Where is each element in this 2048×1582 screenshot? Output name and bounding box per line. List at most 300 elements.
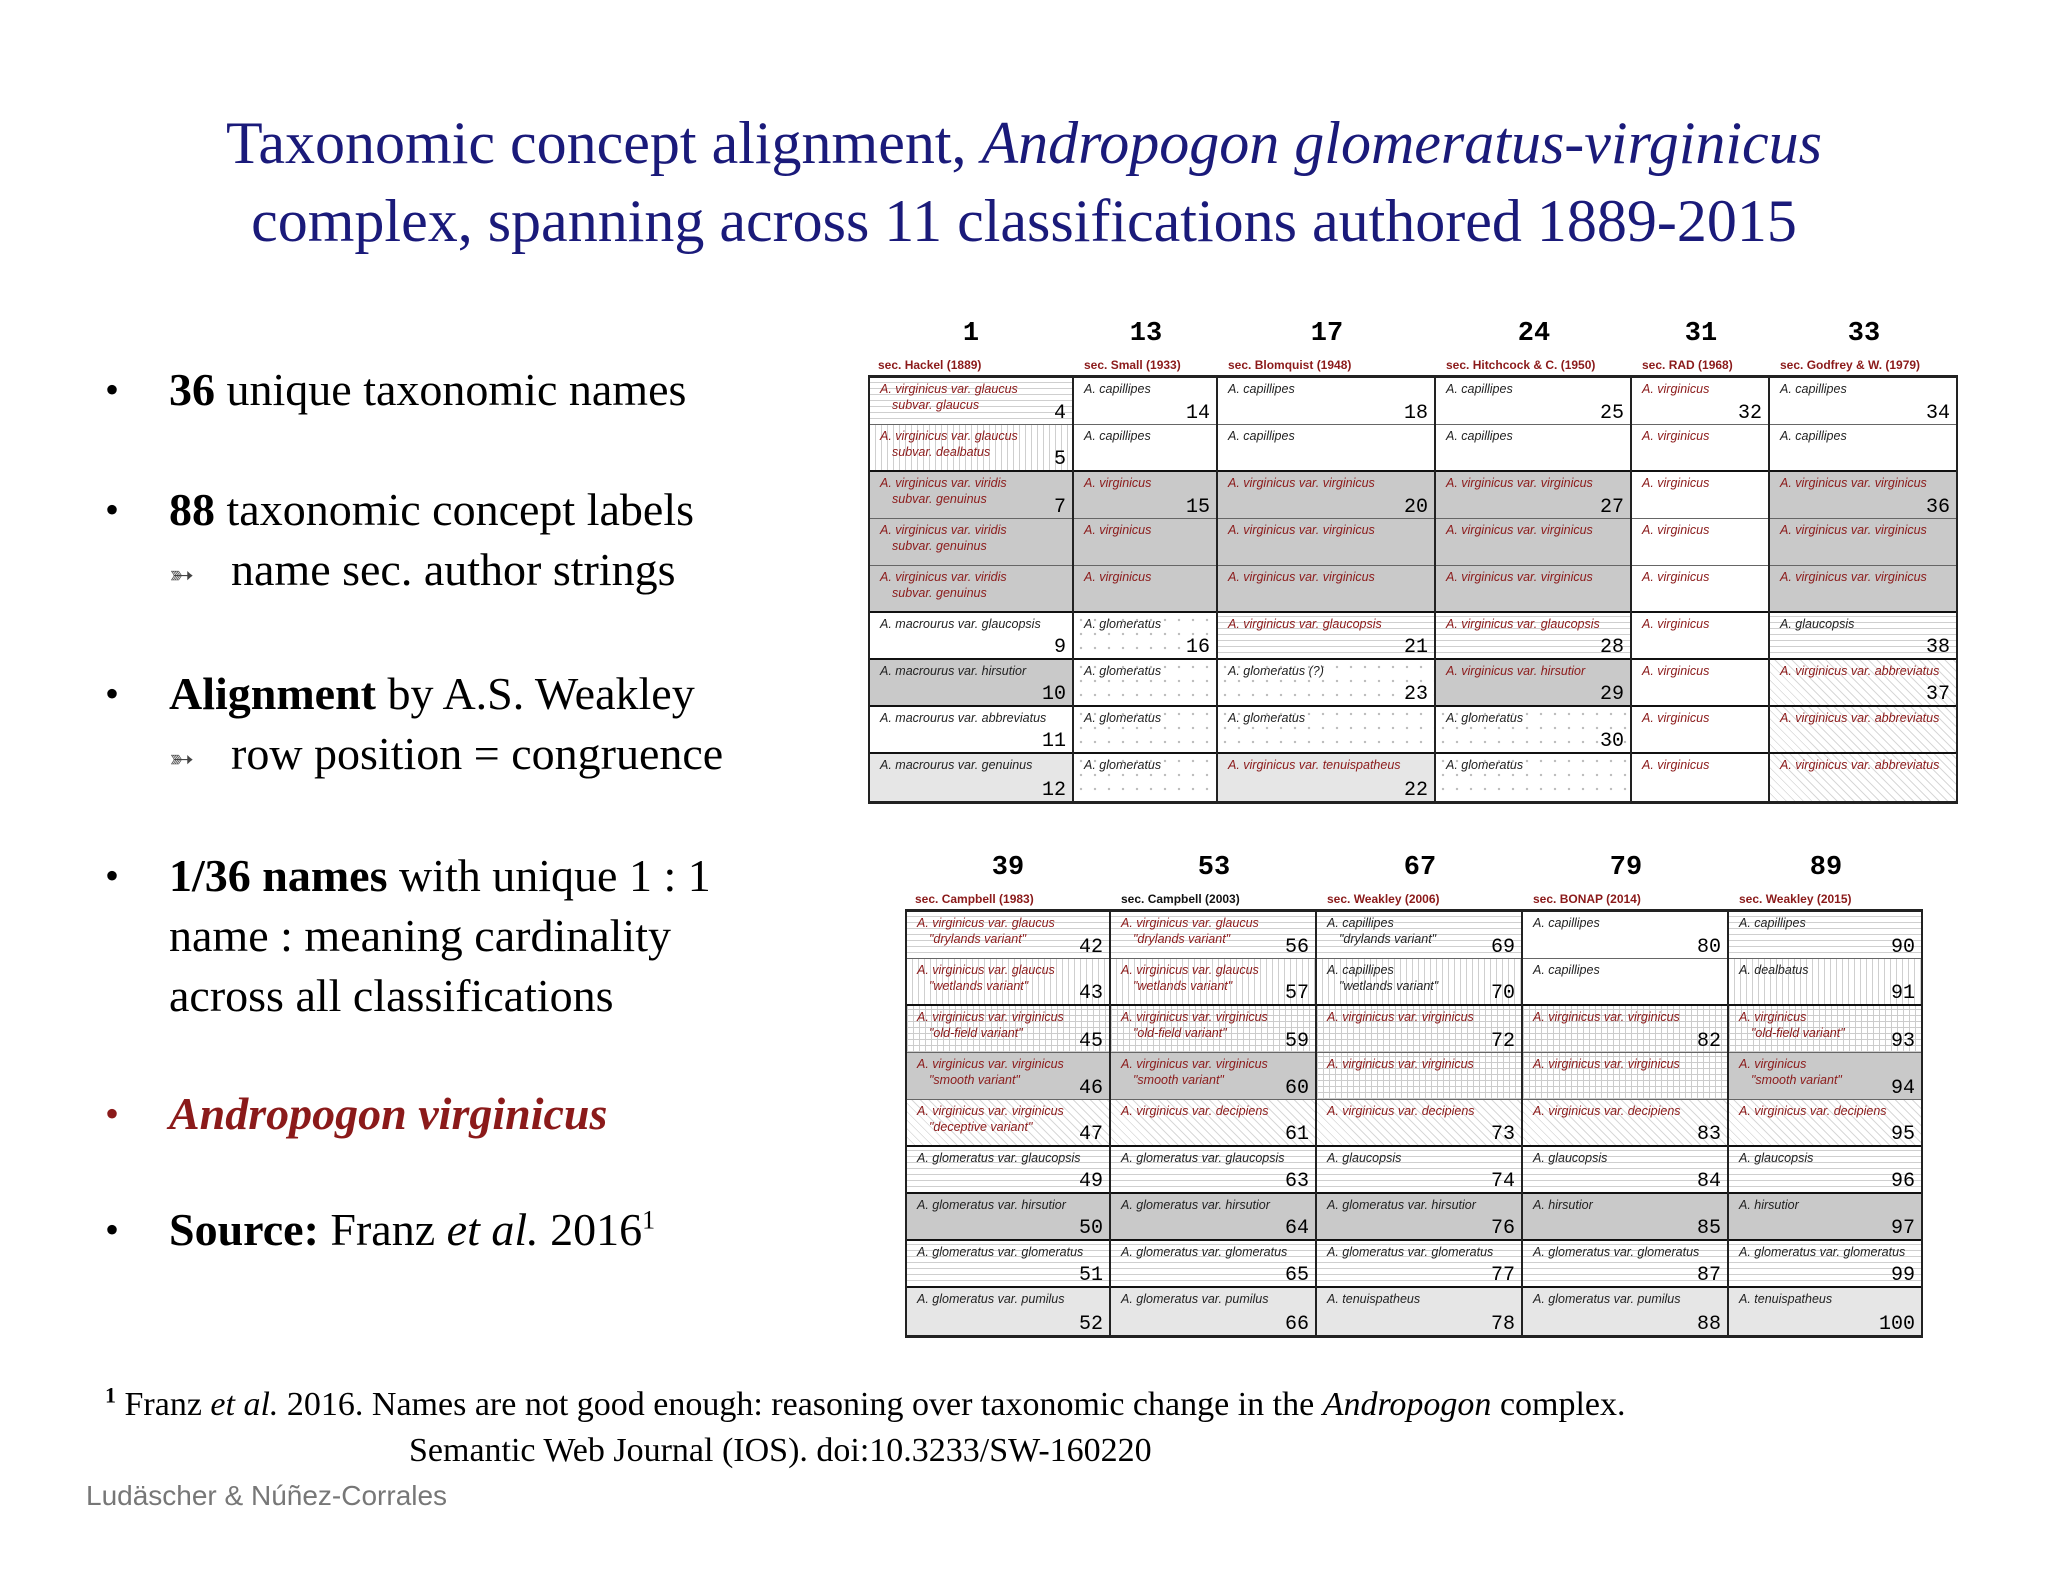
- slide-title: [0, 104, 2048, 260]
- concept-cell: [1523, 1100, 1727, 1147]
- concept-name: A. glaucopsis: [1533, 1151, 1608, 1165]
- concept-name: A. glomeratus var. hirsutior: [1327, 1198, 1476, 1212]
- concept-number: 77: [1490, 1264, 1515, 1287]
- concept-cell: [870, 660, 1072, 707]
- concept-number: 43: [1078, 982, 1103, 1005]
- concept-number: 47: [1078, 1123, 1103, 1146]
- concept-number: 59: [1284, 1030, 1309, 1053]
- concept-cell: [870, 425, 1072, 472]
- concept-cell: [1111, 959, 1315, 1006]
- concept-name: A. virginicus var. decipiens: [1739, 1104, 1887, 1118]
- concept-cell: [1632, 378, 1768, 425]
- concept-name: A. glaucopsis: [1780, 617, 1855, 631]
- concept-cell: [1317, 1053, 1521, 1100]
- concept-number: 91: [1890, 982, 1915, 1005]
- column-sec-author: sec. Godfrey & W. (1979): [1770, 352, 1958, 378]
- concept-name: A. virginicus var. virginicus: [1228, 523, 1375, 537]
- concept-name: A. virginicus var. glaucus: [917, 916, 1055, 930]
- concept-cell: [1729, 1147, 1921, 1194]
- concept-number: 18: [1403, 402, 1428, 425]
- column-sec-author: sec. Hitchcock & C. (1950): [1436, 352, 1632, 378]
- classification-column: [1729, 850, 1923, 1338]
- concept-cell: [1523, 1288, 1727, 1335]
- concept-cell: [907, 1194, 1109, 1241]
- concept-name: A. virginicus var. abbreviatus: [1780, 664, 1940, 678]
- concept-cell: [1729, 1100, 1921, 1147]
- concept-name: A. hirsutior: [1739, 1198, 1799, 1212]
- column-sec-author: sec. Weakley (2006): [1317, 886, 1523, 912]
- concept-name: A. glomeratus: [1446, 711, 1524, 725]
- column-number: 13: [1129, 319, 1163, 349]
- concept-cell: [1218, 566, 1434, 613]
- concept-number: 7: [1053, 496, 1066, 519]
- concept-number: 29: [1599, 683, 1624, 706]
- concept-cell: [1317, 1006, 1521, 1053]
- concept-name: A. virginicus: [1739, 1057, 1807, 1071]
- bullet-list: [105, 360, 805, 1260]
- concept-cell: [1074, 613, 1216, 660]
- concept-cell: [1111, 1194, 1315, 1241]
- concept-name-qualifier: "smooth variant": [1133, 1073, 1224, 1087]
- concept-name: A. virginicus var. virginicus: [1533, 1010, 1680, 1024]
- concept-cell: [1218, 754, 1434, 801]
- classification-column: [1770, 316, 1958, 804]
- concept-number: 14: [1185, 402, 1210, 425]
- concept-cell: [870, 519, 1072, 566]
- concept-cell: [1632, 472, 1768, 519]
- concept-number: 42: [1078, 936, 1103, 959]
- concept-name: A. virginicus var. virginicus: [1780, 476, 1927, 490]
- concept-name: A. dealbatus: [1739, 963, 1809, 977]
- column-sec-author: sec. Blomquist (1948): [1218, 352, 1436, 378]
- concept-name: A. virginicus var. virginicus: [1446, 523, 1593, 537]
- concept-number: 46: [1078, 1077, 1103, 1100]
- concept-number: 52: [1078, 1313, 1103, 1335]
- concept-name: A. virginicus var. virginicus: [1327, 1057, 1474, 1071]
- title-line-2: complex, spanning across 11 classifications authored 1889-2015: [251, 188, 1797, 254]
- concept-name: A. glomeratus (?): [1228, 664, 1324, 678]
- concept-name: A. macrourus var. abbreviatus: [880, 711, 1047, 725]
- concept-cell: [907, 1147, 1109, 1194]
- concept-number: 15: [1185, 496, 1210, 519]
- concept-name-qualifier: "old-field variant": [929, 1026, 1023, 1040]
- grid-columns: [905, 850, 1923, 1338]
- concept-cell: [1111, 1241, 1315, 1288]
- concept-number: 22: [1403, 779, 1428, 801]
- concept-name: A. virginicus var. glaucopsis: [1228, 617, 1382, 631]
- concept-cell: [1436, 472, 1630, 519]
- concept-number: 70: [1490, 982, 1515, 1005]
- concept-cell: [870, 754, 1072, 801]
- bullet-andropogon-virginicus: • Andropogon virginicus: [105, 1084, 805, 1144]
- concept-name: A. virginicus var. virginicus: [1121, 1010, 1268, 1024]
- concept-name: A. virginicus var. tenuispatheus: [1228, 758, 1401, 772]
- concept-name: A. virginicus var. abbreviatus: [1780, 711, 1940, 725]
- concept-name: A. virginicus var. virginicus: [1780, 523, 1927, 537]
- classification-column: [1317, 850, 1523, 1338]
- concept-name-qualifier: "old-field variant": [1751, 1026, 1845, 1040]
- concept-cell: [1436, 425, 1630, 472]
- concept-number: 57: [1284, 982, 1309, 1005]
- concept-cell: [1074, 425, 1216, 472]
- concept-name: A. virginicus var. decipiens: [1533, 1104, 1681, 1118]
- concept-number: 51: [1078, 1264, 1103, 1287]
- concept-number: 16: [1185, 636, 1210, 659]
- concept-name: A. capillipes: [1780, 429, 1847, 443]
- concept-name: A. glomeratus var. glomeratus: [1121, 1245, 1288, 1259]
- concept-cell: [1218, 378, 1434, 425]
- concept-cell: [1111, 1100, 1315, 1147]
- concept-name: A. virginicus var. virginicus: [917, 1104, 1064, 1118]
- concept-name: A. capillipes: [1084, 382, 1151, 396]
- concept-cell: [870, 378, 1072, 425]
- concept-cell: [870, 472, 1072, 519]
- concept-cell: [1523, 912, 1727, 959]
- concept-name: A. virginicus: [1084, 570, 1152, 584]
- concept-cell: [1218, 707, 1434, 754]
- concept-cell: [1074, 754, 1216, 801]
- concept-name: A. glomeratus var. glomeratus: [1327, 1245, 1494, 1259]
- concept-number: 20: [1403, 496, 1428, 519]
- concept-name: A. capillipes: [1228, 382, 1295, 396]
- classification-column: [1111, 850, 1317, 1338]
- concept-name: A. virginicus var. glaucus: [880, 382, 1018, 396]
- concept-cell: [1436, 519, 1630, 566]
- concept-name: A. glomeratus var. glomeratus: [917, 1245, 1084, 1259]
- concept-cell: [1632, 425, 1768, 472]
- concept-name: A. virginicus var. glaucus: [1121, 916, 1259, 930]
- bullet-cardinality: • 1/36 names with unique 1 : 1 name : meaning cardinality across all classifications: [105, 846, 805, 1026]
- concept-cell: [1074, 519, 1216, 566]
- concept-name-qualifier: "wetlands variant": [1133, 979, 1233, 993]
- classification-column: [1218, 316, 1436, 804]
- column-number: 39: [991, 853, 1025, 883]
- column-number: 53: [1197, 853, 1231, 883]
- concept-cell: [1436, 707, 1630, 754]
- concept-name-qualifier: subvar. glaucus: [892, 398, 980, 412]
- concept-name-qualifier: "smooth variant": [1751, 1073, 1842, 1087]
- concept-name: A. virginicus var. glaucus: [1121, 963, 1259, 977]
- concept-number: 28: [1599, 636, 1624, 659]
- concept-number: 34: [1925, 402, 1950, 425]
- author-credit: Ludäscher & Núñez-Corrales: [86, 1480, 448, 1511]
- concept-name: A. virginicus var. virginicus: [1228, 476, 1375, 490]
- concept-number: 65: [1284, 1264, 1309, 1287]
- concept-name: A. virginicus var. virginicus: [1780, 570, 1927, 584]
- alignment-grid-top: [868, 316, 1958, 804]
- concept-cell: [1436, 566, 1630, 613]
- concept-number: 84: [1696, 1170, 1721, 1193]
- concept-cell: [1632, 613, 1768, 660]
- concept-name: A. virginicus var. hirsutior: [1446, 664, 1586, 678]
- concept-cell: [1074, 660, 1216, 707]
- concept-cell: [1770, 378, 1956, 425]
- concept-number: 66: [1284, 1313, 1309, 1335]
- concept-cell: [1523, 1194, 1727, 1241]
- concept-name: A. glomeratus: [1228, 711, 1306, 725]
- concept-name: A. virginicus: [1642, 429, 1710, 443]
- concept-name-qualifier: "smooth variant": [929, 1073, 1020, 1087]
- classification-column: [1074, 316, 1218, 804]
- concept-name: A. macrourus var. glaucopsis: [880, 617, 1041, 631]
- concept-cell: [1770, 566, 1956, 613]
- concept-cell: [1317, 1147, 1521, 1194]
- concept-cell: [1317, 959, 1521, 1006]
- concept-name: A. virginicus var. glaucopsis: [1446, 617, 1600, 631]
- concept-name: A. glomeratus var. pumilus: [1533, 1292, 1681, 1306]
- concept-name: A. virginicus: [1084, 476, 1152, 490]
- concept-cell: [1523, 1053, 1727, 1100]
- concept-cell: [1632, 519, 1768, 566]
- concept-name: A. macrourus var. genuinus: [880, 758, 1033, 772]
- concept-number: 99: [1890, 1264, 1915, 1287]
- concept-name: A. virginicus: [1642, 758, 1710, 772]
- concept-number: 12: [1041, 779, 1066, 801]
- bullet-source: • Source: Franz et al. 2016$^1$: [105, 1200, 805, 1260]
- concept-number: 11: [1041, 730, 1066, 753]
- concept-cell: [870, 707, 1072, 754]
- concept-name-qualifier: "deceptive variant": [929, 1120, 1033, 1134]
- concept-cell: [1111, 1147, 1315, 1194]
- concept-cell: [907, 1241, 1109, 1288]
- column-sec-author: sec. Campbell (2003): [1111, 886, 1317, 912]
- concept-number: 9: [1053, 636, 1066, 659]
- concept-name: A. capillipes: [1446, 429, 1513, 443]
- concept-cell: [907, 1053, 1109, 1100]
- concept-name: A. glomeratus var. glomeratus: [1533, 1245, 1700, 1259]
- concept-cell: [1632, 660, 1768, 707]
- concept-name: A. glaucopsis: [1739, 1151, 1814, 1165]
- classification-column: [1632, 316, 1770, 804]
- concept-cell: [1770, 613, 1956, 660]
- concept-name: A. virginicus: [1642, 711, 1710, 725]
- column-sec-author: sec. BONAP (2014): [1523, 886, 1729, 912]
- concept-cell: [1523, 1147, 1727, 1194]
- classification-column: [905, 850, 1111, 1338]
- concept-number: 63: [1284, 1170, 1309, 1193]
- column-number: 79: [1609, 853, 1643, 883]
- bullet-alignment: • Alignment by A.S. Weakley ➳ row position = congruence: [105, 664, 805, 790]
- concept-number: 23: [1403, 683, 1428, 706]
- concept-name: A. virginicus: [1642, 570, 1710, 584]
- concept-name: A. virginicus var. decipiens: [1327, 1104, 1475, 1118]
- concept-number: 64: [1284, 1217, 1309, 1240]
- concept-cell: [1770, 707, 1956, 754]
- concept-number: 45: [1078, 1030, 1103, 1053]
- concept-name-qualifier: "drylands variant": [1339, 932, 1437, 946]
- grid-columns: [868, 316, 1958, 804]
- concept-cell: [1111, 1288, 1315, 1335]
- concept-cell: [1770, 472, 1956, 519]
- concept-name-qualifier: subvar. genuinus: [892, 539, 987, 553]
- concept-number: 82: [1696, 1030, 1721, 1053]
- concept-name-qualifier: subvar. genuinus: [892, 492, 987, 506]
- concept-name: A. virginicus: [1739, 1010, 1807, 1024]
- concept-name: A. glaucopsis: [1327, 1151, 1402, 1165]
- column-number: 33: [1847, 319, 1881, 349]
- concept-number: 90: [1890, 936, 1915, 959]
- concept-cell: [1317, 1241, 1521, 1288]
- concept-number: 38: [1925, 636, 1950, 659]
- concept-name: A. virginicus var. virginicus: [1327, 1010, 1474, 1024]
- concept-name: A. glomeratus: [1084, 758, 1162, 772]
- concept-name: A. virginicus var. glaucus: [917, 963, 1055, 977]
- concept-name: A. virginicus var. virginicus: [917, 1057, 1064, 1071]
- concept-cell: [1317, 1194, 1521, 1241]
- concept-cell: [1729, 1288, 1921, 1335]
- concept-number: 56: [1284, 936, 1309, 959]
- concept-name-qualifier: "drylands variant": [929, 932, 1027, 946]
- concept-name: A. virginicus var. virginicus: [917, 1010, 1064, 1024]
- concept-name: A. virginicus: [1642, 476, 1710, 490]
- bullet-concept-labels: • 88 taxonomic concept labels ➳ name sec. author strings: [105, 480, 805, 606]
- concept-cell: [1729, 1194, 1921, 1241]
- concept-name: A. tenuispatheus: [1739, 1292, 1833, 1306]
- concept-name: A. virginicus var. virginicus: [1446, 570, 1593, 584]
- concept-name-qualifier: "drylands variant": [1133, 932, 1231, 946]
- concept-name: A. virginicus: [1642, 664, 1710, 678]
- concept-number: 10: [1041, 683, 1066, 706]
- concept-name: A. virginicus var. virginicus: [1446, 476, 1593, 490]
- concept-name: A. glomeratus var. glaucopsis: [1121, 1151, 1285, 1165]
- concept-number: 78: [1490, 1313, 1515, 1335]
- alignment-grid-bottom: [905, 850, 1923, 1338]
- concept-name: A. virginicus var. abbreviatus: [1780, 758, 1940, 772]
- concept-name: A. macrourus var. hirsutior: [880, 664, 1027, 678]
- column-sec-author: sec. Weakley (2015): [1729, 886, 1923, 912]
- concept-number: 25: [1599, 402, 1624, 425]
- column-number: 17: [1310, 319, 1344, 349]
- concept-cell: [1523, 1006, 1727, 1053]
- concept-number: 61: [1284, 1123, 1309, 1146]
- concept-number: 50: [1078, 1217, 1103, 1240]
- concept-name: A. capillipes: [1446, 382, 1513, 396]
- concept-number: 30: [1599, 730, 1624, 753]
- concept-name: A. virginicus var. glaucus: [880, 429, 1018, 443]
- concept-cell: [1436, 754, 1630, 801]
- concept-name: A. virginicus var. virginicus: [1121, 1057, 1268, 1071]
- concept-cell: [870, 566, 1072, 613]
- concept-name: A. glomeratus: [1446, 758, 1524, 772]
- concept-name: A. glomeratus var. hirsutior: [917, 1198, 1066, 1212]
- concept-name: A. glomeratus: [1084, 711, 1162, 725]
- concept-number: 97: [1890, 1217, 1915, 1240]
- concept-cell: [1074, 566, 1216, 613]
- title-line-1: Taxonomic concept alignment, Andropogon glomeratus-virginicus: [225, 110, 1823, 176]
- concept-cell: [1729, 1053, 1921, 1100]
- concept-name: A. virginicus: [1642, 382, 1710, 396]
- concept-number: 5: [1053, 448, 1066, 471]
- concept-name-qualifier: "wetlands variant": [929, 979, 1029, 993]
- concept-name: A. capillipes: [1084, 429, 1151, 443]
- concept-number: 85: [1696, 1217, 1721, 1240]
- concept-number: 60: [1284, 1077, 1309, 1100]
- concept-number: 88: [1696, 1313, 1721, 1335]
- concept-cell: [1317, 912, 1521, 959]
- concept-number: 100: [1878, 1313, 1915, 1335]
- concept-cell: [1632, 754, 1768, 801]
- concept-name: A. glomeratus var. hirsutior: [1121, 1198, 1270, 1212]
- concept-name: A. capillipes: [1533, 916, 1600, 930]
- arrow-icon: ➳: [169, 559, 195, 592]
- concept-number: 27: [1599, 496, 1624, 519]
- concept-cell: [1218, 613, 1434, 660]
- concept-number: 49: [1078, 1170, 1103, 1193]
- concept-cell: [907, 959, 1109, 1006]
- concept-cell: [907, 1006, 1109, 1053]
- concept-name: A. glomeratus var. glomeratus: [1739, 1245, 1906, 1259]
- concept-number: 93: [1890, 1030, 1915, 1053]
- concept-cell: [907, 1100, 1109, 1147]
- concept-cell: [1317, 1100, 1521, 1147]
- column-sec-author: sec. RAD (1968): [1632, 352, 1770, 378]
- concept-name-qualifier: "wetlands variant": [1339, 979, 1439, 993]
- concept-number: 69: [1490, 936, 1515, 959]
- concept-name: A. capillipes: [1739, 916, 1806, 930]
- concept-name: A. virginicus: [1642, 617, 1710, 631]
- concept-cell: [907, 1288, 1109, 1335]
- concept-cell: [907, 912, 1109, 959]
- concept-name: A. glomeratus var. glaucopsis: [917, 1151, 1081, 1165]
- concept-cell: [1436, 613, 1630, 660]
- concept-name: A. virginicus var. viridis: [880, 476, 1007, 490]
- concept-cell: [1729, 1006, 1921, 1053]
- concept-number: 4: [1053, 402, 1066, 425]
- concept-name: A. virginicus var. viridis: [880, 570, 1007, 584]
- concept-number: 72: [1490, 1030, 1515, 1053]
- concept-number: 32: [1737, 402, 1762, 425]
- column-sec-author: sec. Small (1933): [1074, 352, 1218, 378]
- concept-name: A. virginicus var. viridis: [880, 523, 1007, 537]
- concept-number: 83: [1696, 1123, 1721, 1146]
- concept-name-qualifier: subvar. genuinus: [892, 586, 987, 600]
- classification-column: [1436, 316, 1632, 804]
- concept-cell: [1436, 378, 1630, 425]
- concept-name: A. glomeratus: [1084, 664, 1162, 678]
- concept-name: A. glomeratus: [1084, 617, 1162, 631]
- concept-cell: [1111, 1053, 1315, 1100]
- concept-name: A. capillipes: [1327, 963, 1394, 977]
- column-number: 67: [1403, 853, 1437, 883]
- concept-cell: [1218, 519, 1434, 566]
- bullet-unique-names: • 36 unique taxonomic names: [105, 360, 805, 420]
- column-number: 31: [1684, 319, 1718, 349]
- concept-cell: [1770, 425, 1956, 472]
- concept-cell: [1523, 959, 1727, 1006]
- concept-cell: [1074, 378, 1216, 425]
- classification-column: [1523, 850, 1729, 1338]
- column-sec-author: sec. Hackel (1889): [868, 352, 1074, 378]
- concept-name: A. capillipes: [1327, 916, 1394, 930]
- concept-name: A. virginicus var. virginicus: [1228, 570, 1375, 584]
- concept-number: 80: [1696, 936, 1721, 959]
- concept-name: A. capillipes: [1228, 429, 1295, 443]
- concept-name: A. tenuispatheus: [1327, 1292, 1421, 1306]
- concept-cell: [1111, 912, 1315, 959]
- concept-number: 95: [1890, 1123, 1915, 1146]
- concept-name: A. virginicus: [1084, 523, 1152, 537]
- concept-name-qualifier: "old-field variant": [1133, 1026, 1227, 1040]
- concept-cell: [1729, 912, 1921, 959]
- concept-number: 37: [1925, 683, 1950, 706]
- concept-number: 73: [1490, 1123, 1515, 1146]
- concept-number: 76: [1490, 1217, 1515, 1240]
- concept-name: A. hirsutior: [1533, 1198, 1593, 1212]
- concept-name: A. capillipes: [1533, 963, 1600, 977]
- concept-name: A. glomeratus var. pumilus: [917, 1292, 1065, 1306]
- concept-cell: [1632, 566, 1768, 613]
- concept-cell: [1218, 472, 1434, 519]
